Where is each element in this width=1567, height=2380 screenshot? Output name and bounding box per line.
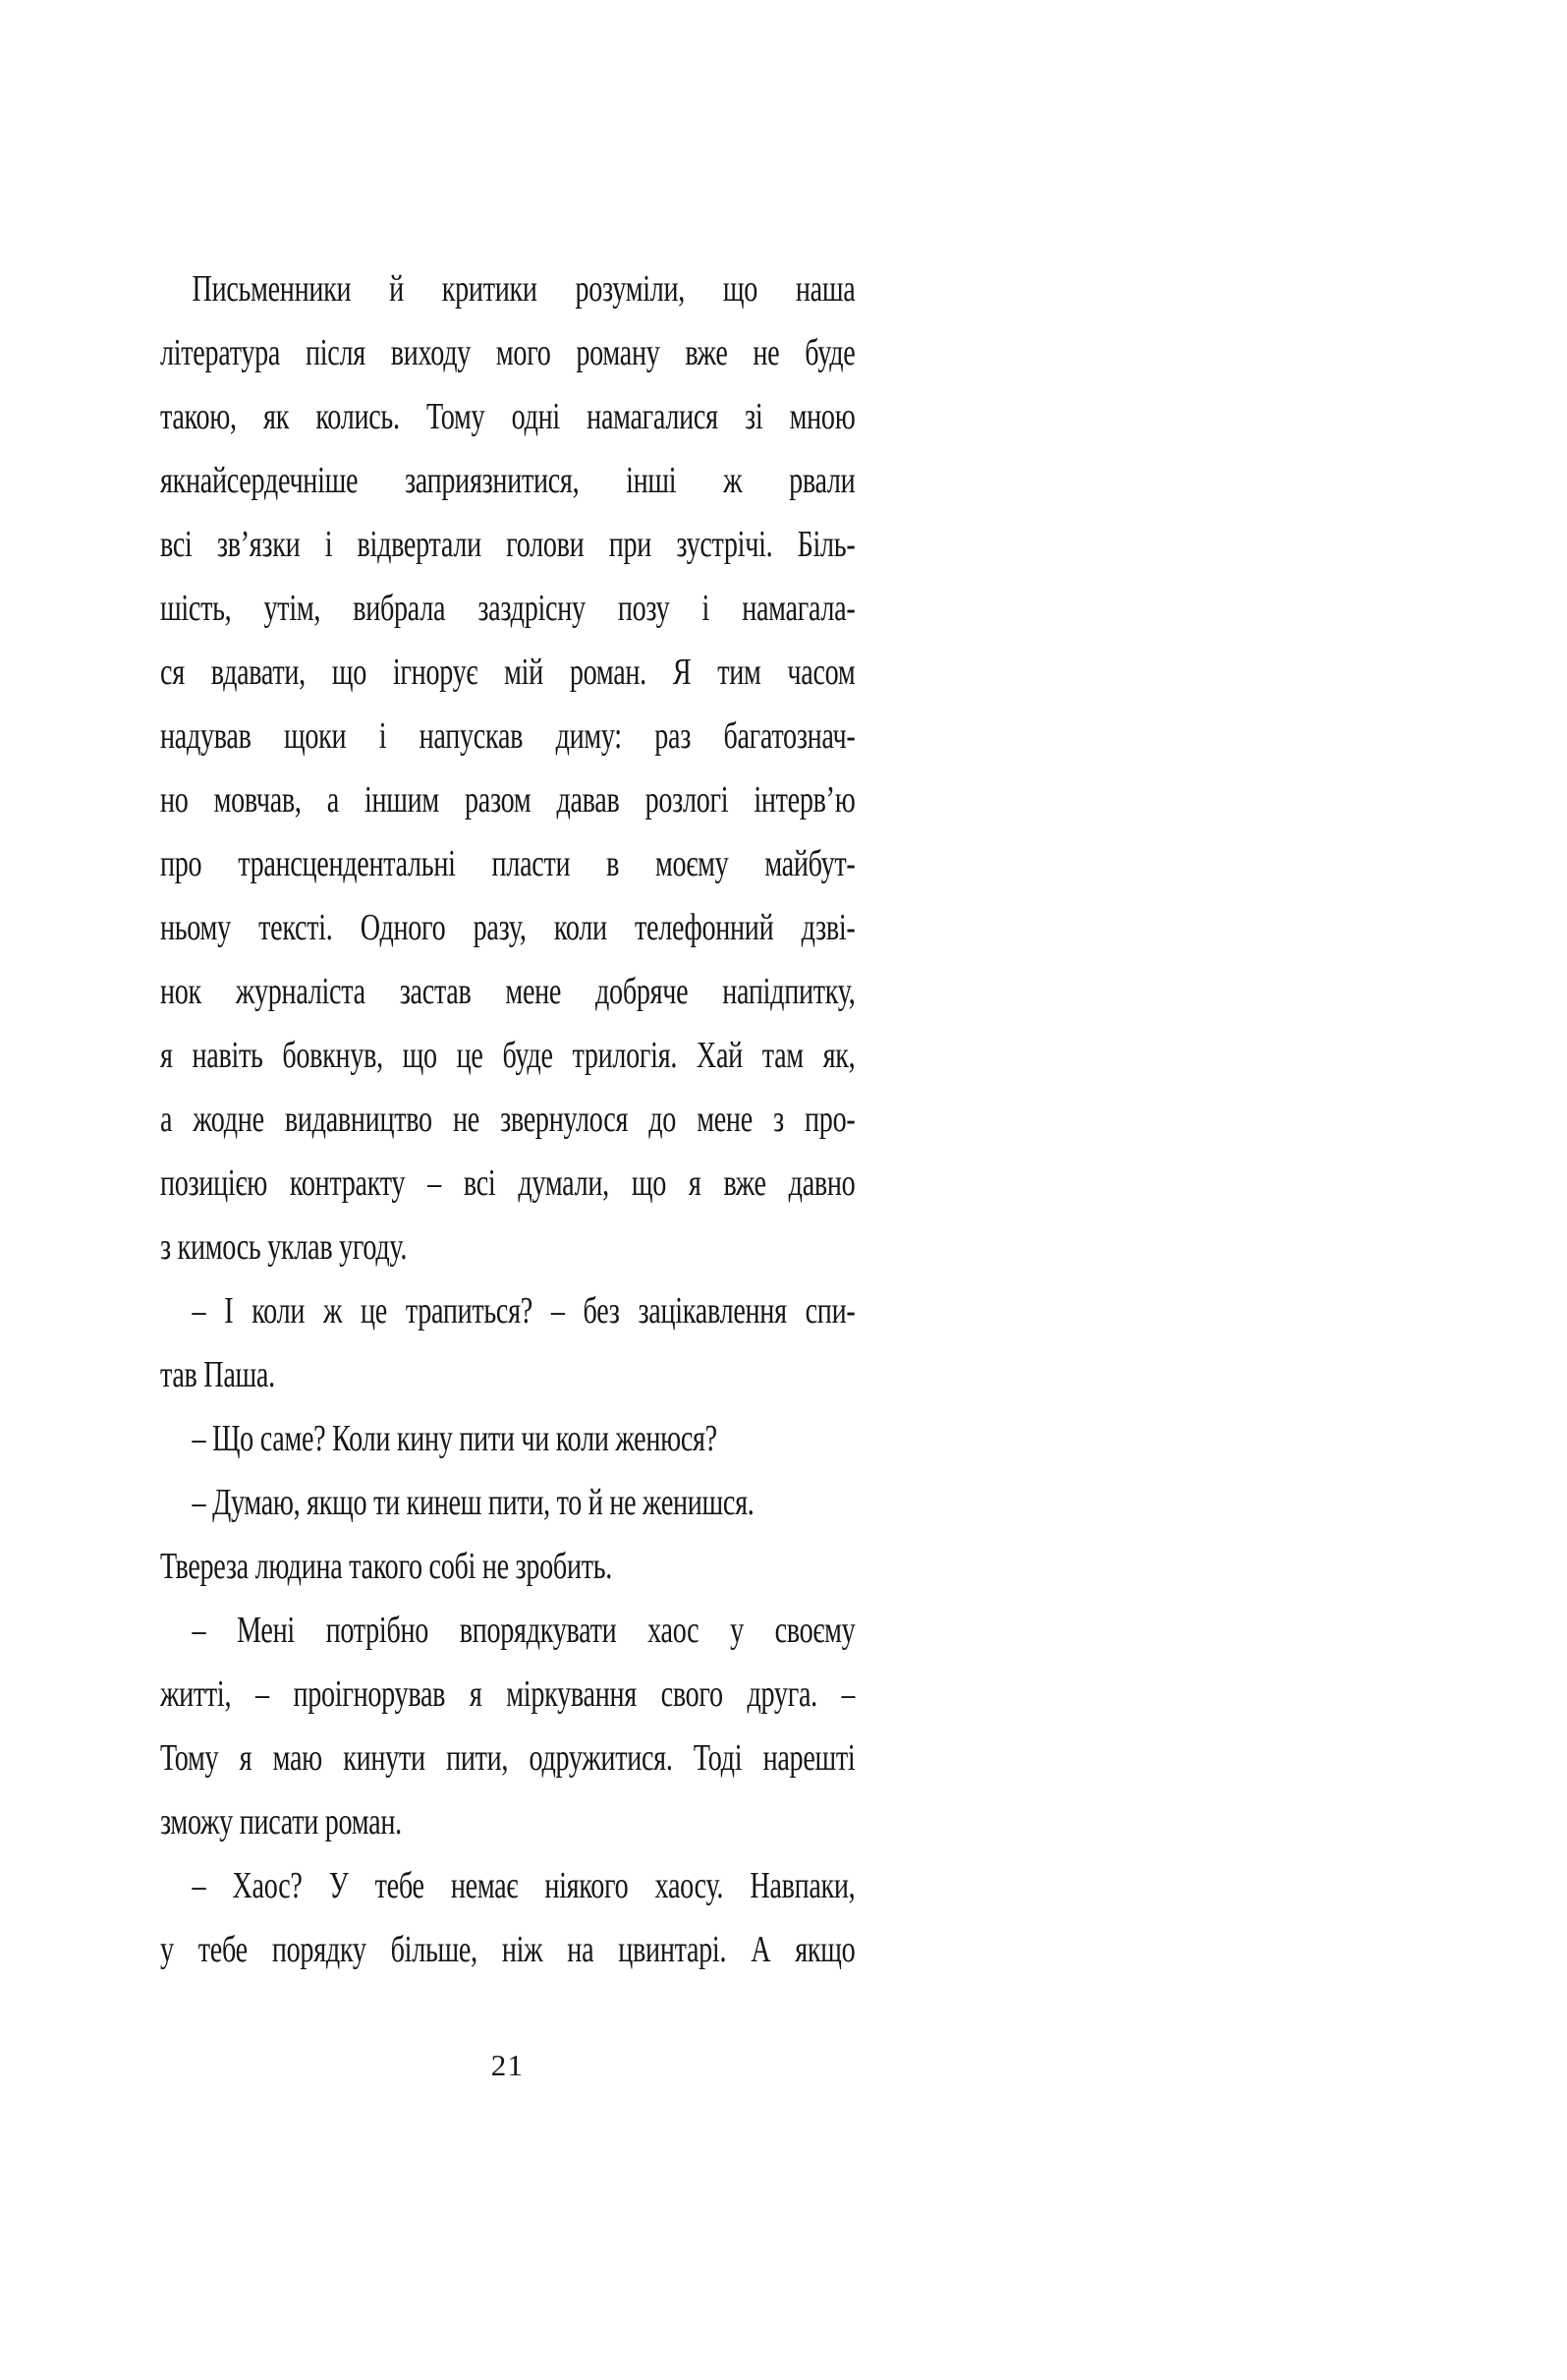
text-line: позицією контракту – всі думали, що я вже давно	[160, 1162, 856, 1204]
text-line: – Хаос? У тебе немає ніякого хаосу. Навпаки,	[192, 1865, 856, 1906]
text-line: я навіть бовкнув, що це буде трилогія. Хай там як,	[160, 1035, 856, 1076]
text-line: но мовчав, а іншим разом давав розлогі інтерв’ю	[160, 779, 856, 821]
text-column	[160, 257, 855, 1982]
page-number: 21	[490, 2048, 525, 2082]
text-line: тав Паша.	[160, 1354, 275, 1395]
text-line: – Мені потрібно впорядкувати хаос у своєму	[192, 1610, 856, 1651]
text-block	[160, 257, 855, 1982]
text-line: у тебе порядку більше, ніж на цвинтарі. А якщо	[160, 1929, 856, 1970]
text-line: ньому тексті. Одного разу, коли телефонний дзві-	[160, 907, 856, 948]
text-line: всі зв’язки і відвертали голови при зустрічі. Біль-	[160, 524, 856, 565]
text-line: Твереза людина такого собі не зробить.	[160, 1546, 613, 1587]
text-line: Письменники й критики розуміли, що наша	[192, 268, 856, 310]
text-line: шість, утім, вибрала заздрісну позу і намагала-	[160, 588, 856, 629]
text-line: житті, – проігнорував я міркування свого друга. –	[160, 1673, 856, 1715]
text-line: – І коли ж це трапиться? – без зацікавлення спи-	[192, 1290, 856, 1332]
text-line: з кимось уклав угоду.	[160, 1226, 408, 1268]
text-line: література після виходу мого роману вже не буде	[160, 332, 856, 373]
text-line: зможу писати роман.	[160, 1801, 402, 1842]
text-line: якнайсердечніше заприязнитися, інші ж рвали	[160, 460, 856, 501]
text-line: – Думаю, якщо ти кинеш пити, то й не женишся.	[192, 1482, 755, 1523]
text-line: надував щоки і напускав диму: раз багатознач-	[160, 715, 856, 757]
text-line: про трансцендентальні пласти в моєму майбут-	[160, 843, 856, 884]
text-line: а жодне видавництво не звернулося до мене з про-	[160, 1099, 856, 1140]
text-line: нок журналіста застав мене добряче напідпитку,	[160, 971, 856, 1012]
text-line: ся вдавати, що ігнорує мій роман. Я тим часом	[160, 652, 856, 693]
text-line: – Що саме? Коли кину пити чи коли женюся?	[192, 1418, 717, 1459]
text-line: Тому я маю кинути пити, одружитися. Тоді нарешті	[160, 1737, 856, 1779]
text-line: такою, як колись. Тому одні намагалися зі мною	[160, 396, 856, 437]
